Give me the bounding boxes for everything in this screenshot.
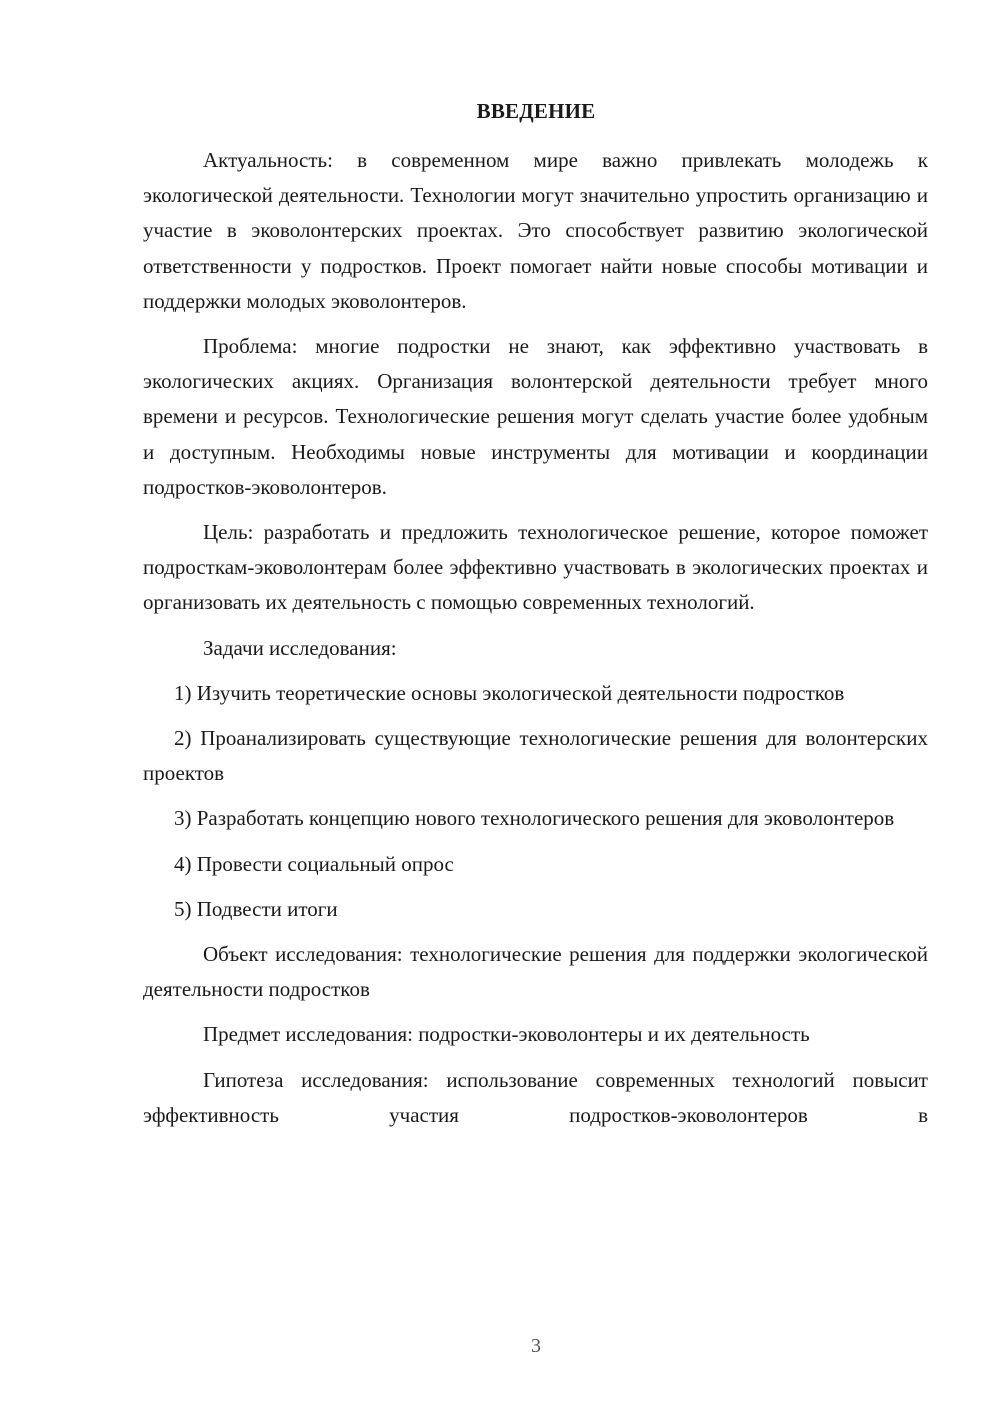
object-paragraph: Объект исследования: технологические решения для поддержки экологической деятельности подростков — [143, 942, 928, 1002]
task-item-1: 1) Изучить теоретические основы экологической деятельности подростков — [174, 680, 845, 705]
tasks-heading: Задачи исследования: — [203, 635, 397, 660]
task-item-4: 4) Провести социальный опрос — [174, 851, 454, 876]
task-item-3: 3) Разработать концепцию нового технологического решения для эковолонтеров — [174, 806, 895, 831]
document-body — [143, 143, 928, 1143]
goal-paragraph: Цель: разработать и предложить технологическое решение, которое поможет подросткам-эковолонтерам более эффективно участвовать в экологических проектах и организовать их деятельность с помощью современных технологий. — [143, 520, 928, 615]
subject-paragraph: Предмет исследования: подростки-эковолонтеры и их деятельность — [203, 1022, 810, 1047]
relevance-paragraph: Актуальность: в современном мире важно привлекать молодежь к экологической деятельности. Технологии могут значительно упростить организацию и участие в эковолонтерских проектах. Это способствует развитию экологической ответственности у подростков. Проект помогает найти новые способы мотивации и поддержки молодых эковолонтеров. — [143, 148, 928, 313]
page-number: 3 — [531, 1335, 541, 1357]
task-item-5: 5) Подвести итоги — [174, 896, 338, 921]
task-item-2: 2) Проанализировать существующие технологические решения для волонтерских проектов — [143, 726, 928, 786]
section-title: ВВЕДЕНИЕ — [476, 99, 596, 123]
hypothesis-paragraph: Гипотеза исследования: использование современных технологий повысит эффективность участия подростков-эковолонтеров в — [143, 1067, 928, 1127]
problem-paragraph: Проблема: многие подростки не знают, как эффективно участвовать в экологических акциях. Организация волонтерской деятельности требует много времени и ресурсов. Технологические решения могут сделать участие более удобным и доступным. Необходимы новые инструменты для мотивации и координации подростков-эковолонтеров. — [143, 334, 928, 499]
